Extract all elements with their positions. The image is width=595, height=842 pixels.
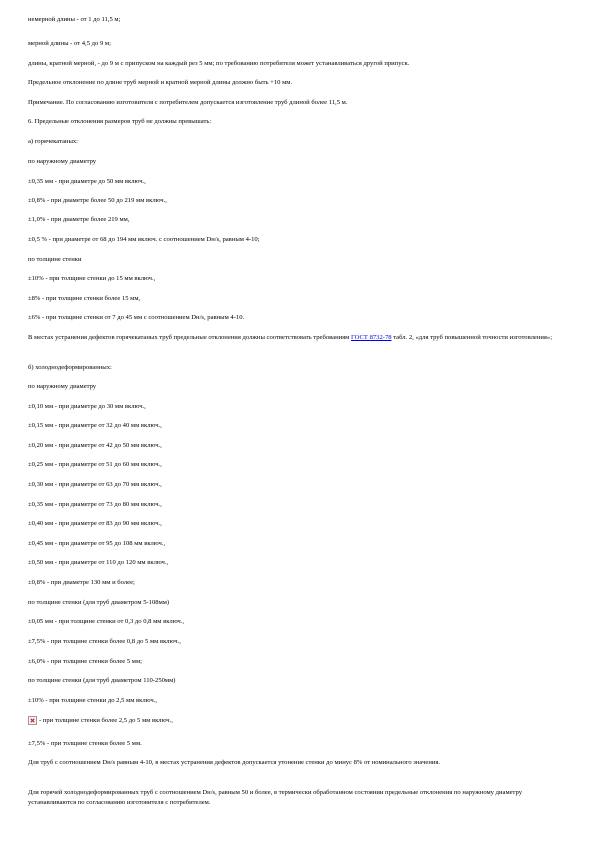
text-line: по наружному диаметру [28,158,97,165]
text-line: - при толщине стенки более 2,5 до 5 мм включ., [39,717,173,725]
text-line: ±0,20 мм - при диаметре от 42 до 50 мм включ., [28,442,162,449]
text-line: мерной длины - от 4,5 до 9 м; [28,40,111,47]
text-line: ±0,8% - при диаметре более 50 до 219 мм включ., [28,197,167,204]
text-line: ±10% - при толщине стенки до 2,5 мм включ., [28,697,157,704]
text-line: табл. 2, «для труб повышенной точности изготовления»; [393,334,553,341]
text-line: ±0,50 мм - при диаметре от 110 до 120 мм включ., [28,559,169,566]
text-line: немерной длины - от 1 до 11,5 м; [28,16,121,23]
section-heading: 6. Предельные отклонения размеров труб не должны превышать: [28,118,212,125]
text-line: ±0,05 мм - при толщине стенки от 0,3 до 0,8 мм включ., [28,618,185,625]
text-line: по толщине стенки (для труб диаметром 5-108мм) [28,599,170,606]
text-line: длины, кратной мерной, - до 9 м с припуском на каждый рез 5 мм; по требованию потребителя может устанавливаться другой припуск. [28,60,410,67]
text-paragraph: Для труб с соотношением Dн/s равным 4-10, в местах устранения дефектов допускается утонение стенки до минус 8% от номинального значения. [28,759,441,766]
text-line: ±6,0% - при толщине стенки более 5 мм; [28,658,142,665]
text-line: по толщине стенки (для труб диаметром 110-250мм) [28,677,176,684]
text-paragraph: Для горячей холоднодеформированных труб с соотношением Dн/s, равным 50 и более, в термически обработанном состоянии предельные отклонения по наружному диаметру устанавливаются по согласованию изготовителя с потребителем. [28,789,523,806]
text-line: ±0,5 % - при диаметре от 68 до 194 мм включ. с соотношением Dн/s, равным 4-10; [28,236,260,243]
text-line: ±7,5% - при толщине стенки более 0,8 до 5 мм включ., [28,638,181,645]
text-line: В местах устранения дефектов горячекатаных труб предельные отклонения должны соответствовать требованиям [28,334,350,341]
text-line: ±10% - при толщине стенки до 15 мм включ., [28,275,156,282]
text-line: Предельное отклонение по длине труб мерной и кратной мерной длины должно быть +10 мм. [28,79,293,86]
subsection-heading: б) холоднодеформированных: [28,364,112,371]
text-line-with-image [28,716,568,726]
text-line: ±0,10 мм - при диаметре до 30 мм включ., [28,403,146,410]
text-line: ±6% - при толщине стенки от 7 до 45 мм с соотношением Dн/s, равным 4-10. [28,314,245,321]
text-line: ±0,45 мм - при диаметре от 95 до 108 мм включ., [28,540,166,547]
subsection-heading: а) горячекатаных: [28,138,79,145]
text-line: ±0,15 мм - при диаметре от 32 до 40 мм включ., [28,422,162,429]
text-line: по наружному диаметру [28,383,97,390]
text-line: по толщине стенки [28,256,82,263]
text-line: ±0,40 мм - при диаметре от 83 до 90 мм включ., [28,520,162,527]
text-line: ±8% - при толщине стенки более 15 мм, [28,295,141,302]
broken-image-icon [28,716,37,725]
text-line: ±0,25 мм - при диаметре от 51 до 60 мм включ., [28,461,162,468]
gost-8732-78-link[interactable]: ГОСТ 8732-78 [351,334,392,341]
text-line: Примечание. По согласованию изготовителя с потребителем допускается изготовление труб длиной более 11,5 м. [28,99,348,106]
text-line: ±0,35 мм - при диаметре до 50 мм включ., [28,178,146,185]
text-line: ±7,5% - при толщине стенки более 5 мм. [28,740,142,747]
text-line: ±0,8% - при диаметре 130 мм и более; [28,579,135,586]
text-line: ±0,35 мм - при диаметре от 73 до 80 мм включ., [28,501,162,508]
text-line: ±0,30 мм - при диаметре от 63 до 70 мм включ., [28,481,162,488]
text-paragraph [28,333,568,343]
text-line: ±1,0% - при диаметре более 219 мм, [28,216,130,223]
